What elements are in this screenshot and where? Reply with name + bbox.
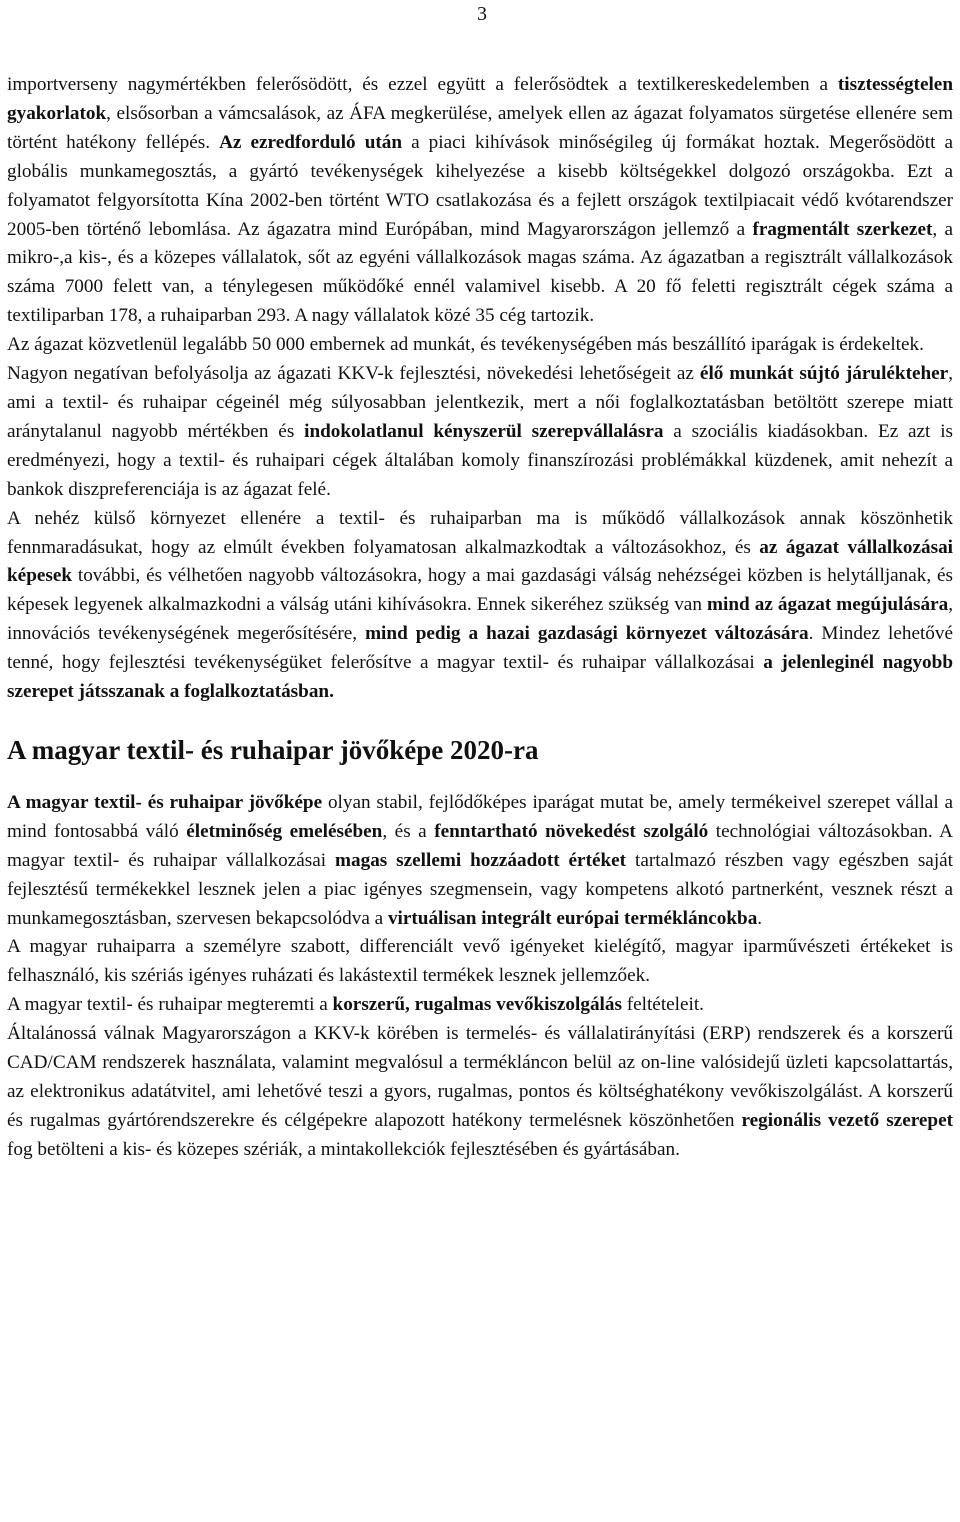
text-run: , elsősorban a vámcsalások, az ÁFA megkerülése, amelyek ellen az ágazat folyamatos sürgetése ellenére sem történt hatékony fellépés. bbox=[7, 102, 953, 153]
text-run: importverseny nagymértékben felerősödött, és ezzel együtt a felerősödtek a textilkereskedelemben a bbox=[7, 74, 838, 95]
bold-run: mind az ágazat megújulására bbox=[707, 594, 949, 616]
text-run: . bbox=[757, 907, 763, 929]
bold-run: magas szellemi hozzáadott értéket bbox=[335, 849, 627, 871]
bold-run: indokolatlanul kényszerül szerepvállalásra bbox=[304, 420, 664, 442]
text-run: tartalmazó részben vagy egészben saját fejlesztésű termékekkel lesznek jelen a piac igényes szegmensein, vagy kompetens alkotó partnerként, vesznek részt a munkamegosztásban, szervesen bekapcsolódva a bbox=[7, 849, 953, 929]
text-run: , és a bbox=[382, 820, 435, 842]
text-run: Általánossá válnak Magyarországon a KKV-k körében is termelés- és vállalatirányítási (ERP) rendszerek és a korszerű CAD/CAM rendszerek használata, valamint megvalósul a termékláncon belül az on-line valósidejű üzleti kapcsolattartás, az elektronikus adatátvitel, ami lehetővé teszi a gyors, rugalmas, pontos és költséghatékony vevőkiszolgálást. A korszerű és rugalmas gyártórendszerekre és célgépekre alapozott hatékony termelésnek köszönhetően bbox=[7, 1023, 953, 1131]
paragraph-labour-costs bbox=[7, 360, 953, 505]
text-run: , ami a textil- és ruhaipar cégeinél még súlyosabban jelentkezik, mert a női foglalkoztatásban betöltött szerepe miatt aránytalanul nagyobb mértékben és bbox=[7, 363, 954, 442]
paragraph-erp-systems bbox=[7, 1020, 953, 1165]
text-run: feltételeit. bbox=[621, 994, 704, 1016]
text-run: fog betölteni a kis- és közepes szériák, a mintakollekciók fejlesztésében és gyártásában. bbox=[7, 1138, 680, 1160]
text-run: A nehéz külső környezet ellenére a textil- és ruhaiparban ma is működő vállalkozások annak köszönhetik fennmaradásukat, hogy az elmúlt években folyamatosan alkalmazkodtak a változásokhoz, és bbox=[7, 507, 953, 558]
bold-run: regionális vezető szerepet bbox=[741, 1109, 953, 1131]
page-number: 3 bbox=[477, 3, 487, 25]
document-body bbox=[7, 71, 953, 1165]
paragraph-vision bbox=[7, 789, 953, 934]
section-heading: A magyar textil- és ruhaipar jövőképe 2020-ra bbox=[7, 734, 539, 765]
bold-run: A magyar textil- és ruhaipar jövőképe bbox=[7, 791, 323, 813]
bold-run: virtuálisan integrált európai termékláncokba bbox=[387, 907, 758, 929]
bold-run: mind pedig a hazai gazdasági környezet változására bbox=[365, 623, 809, 645]
bold-run: Az ezredforduló után bbox=[219, 131, 403, 153]
text-run: technológiai változásokban. A magyar textil- és ruhaipar vállalkozásai bbox=[7, 820, 953, 871]
bold-run: életminőség emelésében bbox=[186, 820, 383, 842]
text-run: A magyar ruhaiparra a személyre szabott, differenciált vevő igényeket kielégítő, magyar iparművészeti értékeket is felhasználó, kis szériás igényes ruházati és lakástextil termékek lesznek jellemzőek. bbox=[7, 936, 953, 987]
text-run: olyan stabil, fejlődőképes iparágat mutat be, amely termékeivel szerepet vállal a mind fontosabbá váló bbox=[7, 791, 953, 842]
bold-run: korszerű, rugalmas vevőkiszolgálás bbox=[332, 994, 622, 1016]
text-run: , a mikro-,a kis-, és a közepes vállalatok, sőt az egyéni vállalkozások magas száma. Az ágazatban a regisztrált vállalkozások száma 7000 felett van, a ténylegesen működőké ennél valamivel kisebb. A 20 fő feletti regisztrált cégek száma a textiliparban 178, a ruhaiparban 293. A nagy vállalatok közé 35 cég tartozik. bbox=[7, 218, 953, 327]
bold-run: fenntartható növekedést szolgáló bbox=[434, 820, 709, 842]
text-run: a szociális kiadásokban. Ez azt is eredményezi, hogy a textil- és ruhaipari cégek általában komoly finanszírozási problémákkal küzdenek, amit nehezít a bankok diszpreferenciája is az ágazat felé. bbox=[7, 420, 953, 500]
paragraph-import-competition bbox=[7, 71, 953, 331]
bold-run: tisztességtelen gyakorlatok bbox=[7, 74, 953, 124]
text-run: Az ágazat közvetlenül legalább 50 000 embernek ad munkát, és tevékenységében más beszállító iparágak is érdekeltek. bbox=[7, 334, 924, 356]
text-run: további, és vélhetően nagyobb változásokra, hogy a mai gazdasági válság nehézségei közben is helytálljanak, és képesek legyenek alkalmazkodni a válság utáni kihívásokra. Ennek sikeréhez szükség van bbox=[7, 565, 953, 616]
text-run: a piaci kihívások minőségileg új formákat hoztak. Megerősödött a globális munkamegosztás, a gyártó tevékenységek kihelyezése a kisebb költségekkel dolgozó országokba. Ezt a folyamatot felgyorsította Kína 2002-ben történt WTO csatlakozása és a fejlett országok textilpiacait védő kvótarendszer 2005-ben történő lebomlása. Az ágazatra mind Európában, mind Magyarországon jellemző a bbox=[7, 131, 953, 240]
paragraph-apparel bbox=[7, 933, 953, 991]
text-run: A magyar textil- és ruhaipar megteremti a bbox=[7, 994, 333, 1016]
bold-run: az ágazat vállalkozásai képesek bbox=[7, 536, 953, 587]
text-run: Nagyon negatívan befolyásolja az ágazati KKV-k fejlesztési, növekedési lehetőségeit az bbox=[7, 363, 700, 385]
bold-run: a jelenleginél nagyobb szerepet játsszanak a foglalkoztatásban. bbox=[7, 652, 953, 703]
paragraph-employment bbox=[7, 331, 953, 360]
text-run: . Mindez lehetővé tenné, hogy fejlesztési tevékenységüket felerősítve a magyar textil- és ruhaipar vállalkozásai bbox=[7, 623, 953, 674]
paragraph-customer-service bbox=[7, 991, 953, 1020]
text-run: , innovációs tevékenységének megerősítésére, bbox=[7, 594, 953, 645]
paragraph-adaptation bbox=[7, 505, 953, 707]
bold-run: fragmentált szerkezet bbox=[752, 218, 933, 240]
bold-run: élő munkát sújtó járulékteher bbox=[699, 363, 949, 385]
